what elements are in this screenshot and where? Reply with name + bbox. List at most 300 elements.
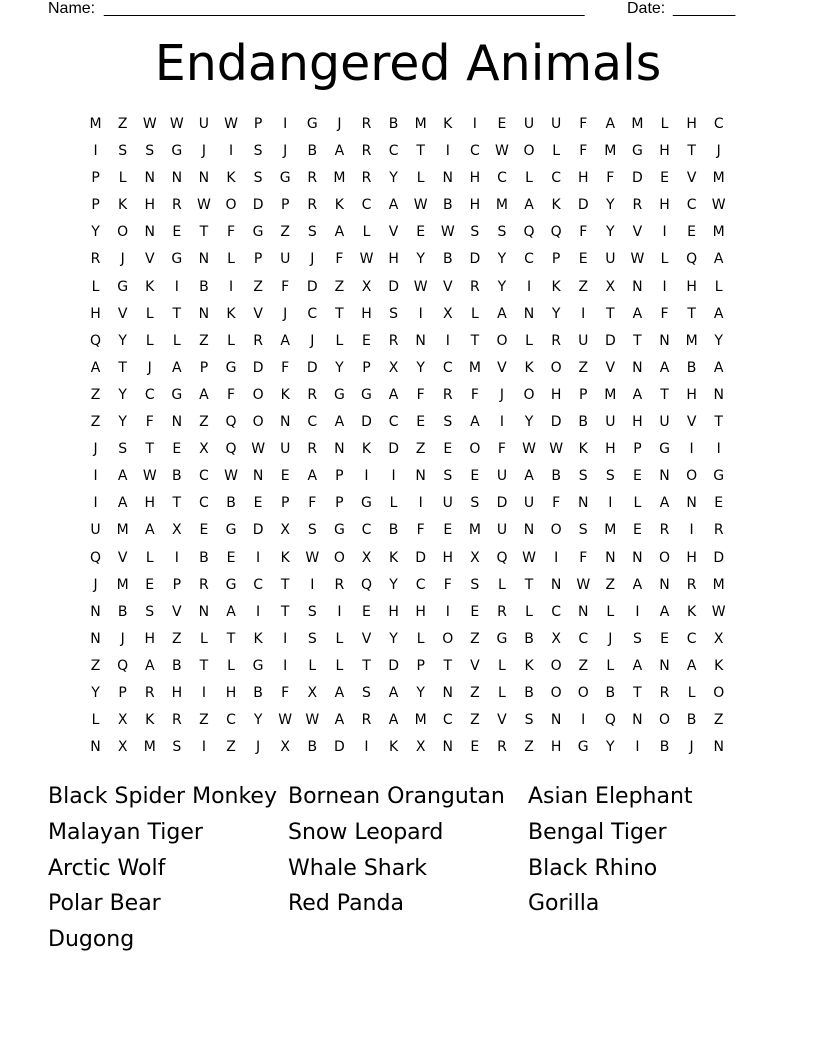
grid-cell[interactable]: O	[550, 522, 562, 539]
grid-cell[interactable]: D	[361, 414, 372, 431]
grid-cell[interactable]: N	[415, 468, 426, 485]
grid-cell[interactable]: S	[443, 414, 453, 431]
grid-cell[interactable]: M	[604, 522, 617, 539]
grid-cell[interactable]: A	[280, 332, 290, 349]
grid-cell[interactable]: U	[280, 251, 291, 268]
grid-cell[interactable]: H	[550, 386, 562, 403]
grid-cell[interactable]: V	[470, 657, 480, 674]
grid-cell[interactable]: L	[335, 630, 344, 647]
grid-cell[interactable]: L	[552, 143, 561, 160]
grid-cell[interactable]: I	[418, 305, 423, 322]
grid-cell[interactable]: N	[577, 495, 589, 512]
grid-cell[interactable]: A	[388, 712, 399, 729]
grid-cell[interactable]: Y	[118, 386, 127, 403]
grid-cell[interactable]: R	[361, 116, 372, 132]
grid-cell[interactable]: M	[712, 576, 725, 593]
grid-cell[interactable]: O	[713, 684, 725, 701]
grid-cell[interactable]: A	[144, 522, 155, 539]
grid-cell[interactable]: V	[253, 305, 263, 322]
grid-cell[interactable]: H	[469, 197, 481, 214]
grid-cell[interactable]: W	[413, 197, 428, 214]
grid-cell[interactable]: N	[659, 576, 670, 593]
grid-cell[interactable]: W	[522, 549, 536, 566]
grid-cell[interactable]: N	[198, 305, 210, 322]
grid-cell[interactable]: G	[171, 386, 183, 403]
grid-cell[interactable]: L	[172, 332, 181, 349]
grid-cell[interactable]: X	[280, 739, 290, 756]
grid-cell[interactable]: L	[525, 170, 533, 187]
grid-cell[interactable]: Z	[90, 414, 101, 431]
grid-cell[interactable]: A	[632, 305, 643, 322]
grid-cell[interactable]: W	[711, 603, 726, 620]
grid-cell[interactable]: Y	[118, 414, 127, 431]
grid-cell[interactable]: U	[523, 495, 535, 512]
grid-cell[interactable]: T	[226, 630, 236, 647]
grid-cell[interactable]: R	[144, 684, 155, 701]
grid-cell[interactable]: L	[660, 116, 669, 132]
grid-cell[interactable]: Q	[117, 657, 129, 674]
grid-cell[interactable]: I	[391, 468, 396, 485]
grid-cell[interactable]: R	[334, 576, 345, 593]
grid-cell[interactable]: R	[171, 712, 182, 729]
grid-cell[interactable]: H	[659, 197, 670, 214]
grid-cell[interactable]: D	[496, 495, 508, 512]
grid-cell[interactable]: E	[362, 332, 371, 349]
grid-cell[interactable]: G	[659, 441, 670, 458]
grid-cell[interactable]: D	[252, 197, 264, 214]
grid-cell[interactable]: T	[633, 684, 642, 701]
grid-cell[interactable]: I	[445, 332, 450, 349]
grid-cell[interactable]: W	[711, 197, 726, 214]
grid-cell[interactable]: D	[415, 549, 427, 566]
grid-cell[interactable]: G	[306, 116, 318, 132]
grid-cell[interactable]: X	[605, 278, 616, 295]
grid-cell[interactable]: X	[361, 549, 372, 566]
grid-cell[interactable]: G	[713, 468, 725, 485]
grid-cell[interactable]: S	[578, 468, 588, 485]
grid-cell[interactable]: T	[687, 305, 696, 322]
grid-cell[interactable]: K	[524, 359, 534, 376]
grid-cell[interactable]: Q	[523, 224, 535, 241]
grid-cell[interactable]: I	[635, 739, 640, 756]
grid-cell[interactable]: Y	[389, 630, 398, 647]
grid-cell[interactable]: Q	[225, 441, 237, 458]
grid-cell[interactable]: Z	[415, 441, 426, 458]
grid-cell[interactable]: S	[389, 305, 399, 322]
grid-cell[interactable]: V	[388, 224, 399, 241]
grid-cell[interactable]: T	[145, 441, 155, 458]
grid-cell[interactable]: M	[712, 170, 725, 187]
grid-cell[interactable]: G	[252, 657, 264, 674]
grid-cell[interactable]: B	[117, 603, 128, 620]
grid-cell[interactable]: B	[578, 414, 589, 431]
grid-cell[interactable]: R	[361, 712, 372, 729]
grid-cell[interactable]: X	[415, 739, 426, 756]
grid-cell[interactable]: V	[686, 414, 697, 431]
grid-cell[interactable]: W	[495, 143, 509, 160]
grid-cell[interactable]: Q	[360, 576, 372, 593]
grid-cell[interactable]: X	[442, 305, 453, 322]
grid-cell[interactable]: I	[716, 441, 721, 458]
grid-cell[interactable]: A	[172, 359, 182, 376]
grid-cell[interactable]: E	[714, 495, 724, 512]
grid-cell[interactable]: Y	[606, 197, 615, 214]
grid-cell[interactable]: L	[200, 630, 208, 647]
grid-cell[interactable]: P	[199, 359, 209, 376]
grid-cell[interactable]: Y	[416, 359, 425, 376]
grid-cell[interactable]: H	[144, 630, 155, 647]
grid-cell[interactable]: S	[253, 170, 263, 187]
grid-cell[interactable]: Q	[604, 712, 616, 729]
grid-cell[interactable]: C	[307, 305, 318, 322]
grid-cell[interactable]: G	[225, 576, 237, 593]
grid-cell[interactable]: Y	[714, 332, 723, 349]
grid-cell[interactable]: Y	[524, 414, 534, 431]
grid-cell[interactable]: J	[201, 143, 206, 160]
grid-cell[interactable]: B	[307, 143, 318, 160]
grid-cell[interactable]: C	[226, 712, 236, 729]
grid-cell[interactable]: P	[335, 495, 344, 512]
grid-cell[interactable]: I	[93, 495, 98, 512]
grid-cell[interactable]: V	[442, 278, 453, 295]
grid-cell[interactable]: E	[280, 468, 290, 485]
grid-cell[interactable]: S	[253, 143, 263, 160]
grid-cell[interactable]: S	[524, 712, 534, 729]
grid-cell[interactable]: V	[172, 603, 182, 620]
grid-cell[interactable]: I	[283, 630, 288, 647]
grid-cell[interactable]: L	[525, 332, 533, 349]
grid-cell[interactable]: I	[283, 116, 288, 132]
grid-cell[interactable]: R	[659, 684, 670, 701]
grid-cell[interactable]: N	[713, 739, 724, 756]
grid-cell[interactable]: E	[497, 116, 507, 132]
grid-cell[interactable]: L	[633, 495, 642, 512]
grid-cell[interactable]: H	[550, 739, 562, 756]
grid-cell[interactable]: S	[470, 576, 480, 593]
grid-cell[interactable]: A	[334, 224, 345, 241]
grid-cell[interactable]: P	[118, 684, 127, 701]
grid-cell[interactable]: R	[307, 386, 318, 403]
grid-cell[interactable]: O	[333, 549, 345, 566]
grid-cell[interactable]: I	[310, 576, 315, 593]
grid-cell[interactable]: I	[174, 549, 179, 566]
grid-cell[interactable]: O	[686, 468, 698, 485]
grid-cell[interactable]: X	[307, 684, 318, 701]
grid-cell[interactable]: Z	[470, 630, 480, 647]
grid-cell[interactable]: L	[389, 495, 398, 512]
grid-cell[interactable]: A	[524, 197, 534, 214]
grid-cell[interactable]: B	[388, 522, 399, 539]
grid-cell[interactable]: B	[686, 359, 697, 376]
grid-cell[interactable]: K	[280, 549, 290, 566]
grid-cell[interactable]: A	[605, 116, 616, 132]
grid-cell[interactable]: V	[117, 305, 128, 322]
grid-cell[interactable]: R	[442, 386, 453, 403]
grid-cell[interactable]: J	[499, 386, 505, 403]
grid-cell[interactable]: G	[333, 522, 345, 539]
grid-cell[interactable]: B	[172, 468, 182, 485]
grid-cell[interactable]: D	[306, 359, 318, 376]
grid-cell[interactable]: F	[281, 278, 290, 295]
grid-cell[interactable]: R	[632, 197, 643, 214]
grid-cell[interactable]: N	[252, 468, 264, 485]
grid-cell[interactable]: B	[253, 684, 263, 701]
grid-cell[interactable]: V	[497, 712, 507, 729]
grid-cell[interactable]: W	[278, 712, 293, 729]
grid-cell[interactable]: R	[361, 170, 372, 187]
grid-cell[interactable]: Z	[578, 359, 589, 376]
grid-cell[interactable]: I	[364, 468, 369, 485]
grid-cell[interactable]: F	[416, 386, 425, 403]
grid-cell[interactable]: B	[659, 739, 670, 756]
grid-cell[interactable]: E	[578, 251, 588, 268]
grid-cell[interactable]: F	[606, 170, 615, 187]
grid-cell[interactable]: A	[90, 359, 101, 376]
grid-cell[interactable]: K	[145, 278, 155, 295]
grid-cell[interactable]: C	[361, 197, 372, 214]
grid-cell[interactable]: N	[415, 332, 426, 349]
grid-cell[interactable]: T	[172, 305, 182, 322]
grid-cell[interactable]: F	[416, 522, 425, 539]
grid-cell[interactable]: C	[524, 251, 534, 268]
grid-cell[interactable]: E	[226, 549, 236, 566]
grid-cell[interactable]: C	[686, 197, 697, 214]
grid-cell[interactable]: I	[418, 495, 423, 512]
grid-cell[interactable]: N	[659, 468, 670, 485]
grid-cell[interactable]: A	[199, 386, 209, 403]
grid-cell[interactable]: T	[416, 143, 425, 160]
grid-cell[interactable]: F	[579, 224, 588, 241]
grid-cell[interactable]: A	[632, 386, 643, 403]
grid-cell[interactable]: L	[687, 684, 696, 701]
grid-cell[interactable]: L	[606, 603, 615, 620]
grid-cell[interactable]: T	[118, 359, 127, 376]
grid-cell[interactable]: B	[442, 251, 453, 268]
grid-cell[interactable]: J	[120, 630, 125, 647]
grid-cell[interactable]: Y	[118, 332, 127, 349]
grid-cell[interactable]: J	[120, 251, 125, 268]
grid-cell[interactable]: Z	[470, 712, 480, 729]
grid-cell[interactable]: R	[307, 197, 318, 214]
grid-cell[interactable]: V	[361, 630, 372, 647]
grid-cell[interactable]: W	[251, 441, 266, 458]
grid-cell[interactable]: G	[225, 522, 237, 539]
grid-cell[interactable]: I	[526, 278, 532, 295]
grid-cell[interactable]: C	[361, 522, 372, 539]
grid-cell[interactable]: I	[581, 305, 586, 322]
grid-cell[interactable]: C	[442, 359, 453, 376]
grid-cell[interactable]: D	[632, 170, 643, 187]
grid-cell[interactable]: I	[581, 712, 586, 729]
grid-cell[interactable]: Y	[389, 576, 398, 593]
grid-cell[interactable]: T	[362, 657, 371, 674]
grid-cell[interactable]: M	[604, 143, 617, 160]
grid-cell[interactable]: A	[497, 305, 507, 322]
grid-cell[interactable]: W	[359, 251, 374, 268]
grid-cell[interactable]: E	[687, 224, 697, 241]
grid-cell[interactable]: V	[686, 170, 697, 187]
grid-cell[interactable]: W	[142, 116, 157, 132]
grid-cell[interactable]: X	[551, 630, 561, 647]
grid-cell[interactable]: S	[362, 684, 371, 701]
grid-cell[interactable]: A	[144, 657, 155, 674]
grid-cell[interactable]: C	[199, 495, 209, 512]
grid-cell[interactable]: F	[226, 386, 236, 403]
grid-cell[interactable]: H	[686, 116, 697, 132]
grid-cell[interactable]: H	[686, 549, 697, 566]
grid-cell[interactable]: N	[632, 712, 643, 729]
grid-cell[interactable]: T	[470, 332, 480, 349]
grid-cell[interactable]: X	[388, 359, 399, 376]
grid-cell[interactable]: C	[497, 170, 507, 187]
grid-cell[interactable]: P	[91, 170, 100, 187]
grid-cell[interactable]: X	[280, 522, 290, 539]
grid-cell[interactable]: J	[93, 576, 98, 593]
grid-cell[interactable]: L	[145, 305, 154, 322]
grid-cell[interactable]: R	[659, 522, 670, 539]
grid-cell[interactable]: K	[388, 549, 399, 566]
grid-cell[interactable]: T	[172, 495, 182, 512]
grid-cell[interactable]: T	[633, 332, 642, 349]
grid-cell[interactable]: S	[578, 522, 588, 539]
grid-cell[interactable]: Y	[253, 712, 263, 729]
grid-cell[interactable]: K	[280, 386, 290, 403]
grid-cell[interactable]: L	[416, 630, 425, 647]
grid-cell[interactable]: X	[470, 549, 480, 566]
grid-cell[interactable]: G	[225, 359, 237, 376]
grid-cell[interactable]: L	[227, 251, 235, 268]
grid-cell[interactable]: E	[443, 522, 453, 539]
grid-cell[interactable]: L	[660, 251, 669, 268]
grid-cell[interactable]: T	[335, 305, 344, 322]
grid-cell[interactable]: X	[117, 739, 128, 756]
grid-cell[interactable]: I	[228, 278, 234, 295]
grid-cell[interactable]: N	[144, 170, 155, 187]
grid-cell[interactable]: T	[606, 305, 615, 322]
grid-cell[interactable]: F	[579, 116, 588, 132]
grid-cell[interactable]: B	[388, 116, 399, 132]
grid-cell[interactable]: I	[256, 603, 261, 620]
grid-cell[interactable]: N	[198, 603, 210, 620]
grid-cell[interactable]: L	[362, 224, 371, 241]
grid-cell[interactable]: W	[576, 576, 591, 593]
grid-cell[interactable]: W	[413, 278, 428, 295]
grid-cell[interactable]: Y	[497, 251, 507, 268]
grid-cell[interactable]: J	[283, 305, 288, 322]
grid-cell[interactable]: R	[253, 332, 263, 349]
grid-cell[interactable]: M	[712, 224, 725, 241]
grid-cell[interactable]: K	[334, 197, 344, 214]
grid-cell[interactable]: K	[443, 116, 453, 132]
grid-cell[interactable]: B	[307, 739, 318, 756]
grid-cell[interactable]: M	[333, 170, 346, 187]
grid-cell[interactable]: U	[605, 251, 616, 268]
grid-cell[interactable]: M	[604, 386, 617, 403]
grid-cell[interactable]: O	[523, 143, 535, 160]
grid-cell[interactable]: G	[252, 224, 264, 241]
grid-cell[interactable]: M	[143, 739, 156, 756]
grid-cell[interactable]: Q	[496, 549, 508, 566]
grid-cell[interactable]: Z	[713, 712, 724, 729]
grid-cell[interactable]: R	[497, 603, 507, 620]
grid-cell[interactable]: F	[145, 414, 154, 431]
grid-cell[interactable]: P	[280, 197, 290, 214]
grid-cell[interactable]: Z	[226, 739, 236, 756]
grid-cell[interactable]: I	[93, 468, 98, 485]
grid-cell[interactable]: O	[496, 332, 508, 349]
grid-cell[interactable]: M	[414, 116, 427, 132]
grid-cell[interactable]: J	[608, 630, 613, 647]
grid-cell[interactable]: Z	[605, 576, 616, 593]
grid-cell[interactable]: O	[550, 684, 562, 701]
grid-cell[interactable]: F	[552, 495, 561, 512]
grid-cell[interactable]: M	[468, 359, 481, 376]
grid-cell[interactable]: A	[117, 495, 128, 512]
grid-cell[interactable]: I	[337, 603, 342, 620]
grid-cell[interactable]: M	[468, 522, 481, 539]
grid-cell[interactable]: U	[198, 116, 210, 132]
grid-cell[interactable]: M	[89, 116, 102, 132]
grid-cell[interactable]: E	[632, 522, 642, 539]
grid-cell[interactable]: W	[197, 197, 211, 214]
grid-cell[interactable]: S	[307, 522, 317, 539]
grid-cell[interactable]: C	[551, 170, 562, 187]
grid-cell[interactable]: N	[632, 278, 643, 295]
grid-cell[interactable]: B	[172, 657, 182, 674]
grid-cell[interactable]: Z	[253, 278, 263, 295]
grid-cell[interactable]: N	[550, 712, 562, 729]
grid-cell[interactable]: X	[713, 630, 724, 647]
grid-cell[interactable]: P	[362, 359, 371, 376]
grid-cell[interactable]: B	[199, 549, 209, 566]
grid-cell[interactable]: A	[470, 414, 480, 431]
grid-cell[interactable]: A	[117, 468, 128, 485]
grid-cell[interactable]: Z	[90, 386, 101, 403]
grid-cell[interactable]: K	[524, 657, 534, 674]
grid-cell[interactable]: L	[525, 603, 533, 620]
grid-cell[interactable]: L	[335, 332, 344, 349]
grid-cell[interactable]: I	[445, 143, 450, 160]
grid-cell[interactable]: N	[577, 603, 589, 620]
grid-cell[interactable]: L	[308, 657, 317, 674]
grid-cell[interactable]: O	[469, 441, 481, 458]
grid-cell[interactable]: G	[577, 739, 589, 756]
grid-cell[interactable]: X	[199, 441, 209, 458]
grid-cell[interactable]: N	[632, 359, 643, 376]
grid-cell[interactable]: C	[551, 603, 562, 620]
grid-cell[interactable]: T	[280, 576, 290, 593]
grid-cell[interactable]: Z	[199, 332, 209, 349]
grid-cell[interactable]: K	[118, 197, 128, 214]
grid-cell[interactable]: J	[310, 332, 315, 349]
grid-cell[interactable]: E	[362, 603, 371, 620]
grid-cell[interactable]: Q	[90, 549, 102, 566]
grid-cell[interactable]: O	[442, 630, 454, 647]
grid-cell[interactable]: B	[686, 712, 697, 729]
grid-cell[interactable]: E	[172, 441, 182, 458]
grid-cell[interactable]: L	[118, 170, 127, 187]
grid-cell[interactable]: C	[442, 712, 453, 729]
grid-cell[interactable]: W	[169, 116, 184, 132]
grid-cell[interactable]: N	[442, 739, 453, 756]
grid-cell[interactable]: E	[145, 576, 155, 593]
grid-cell[interactable]: O	[550, 657, 562, 674]
grid-cell[interactable]: G	[171, 251, 183, 268]
grid-cell[interactable]: Z	[199, 414, 209, 431]
grid-cell[interactable]: A	[659, 603, 670, 620]
grid-cell[interactable]: L	[227, 332, 235, 349]
grid-cell[interactable]: T	[660, 386, 669, 403]
